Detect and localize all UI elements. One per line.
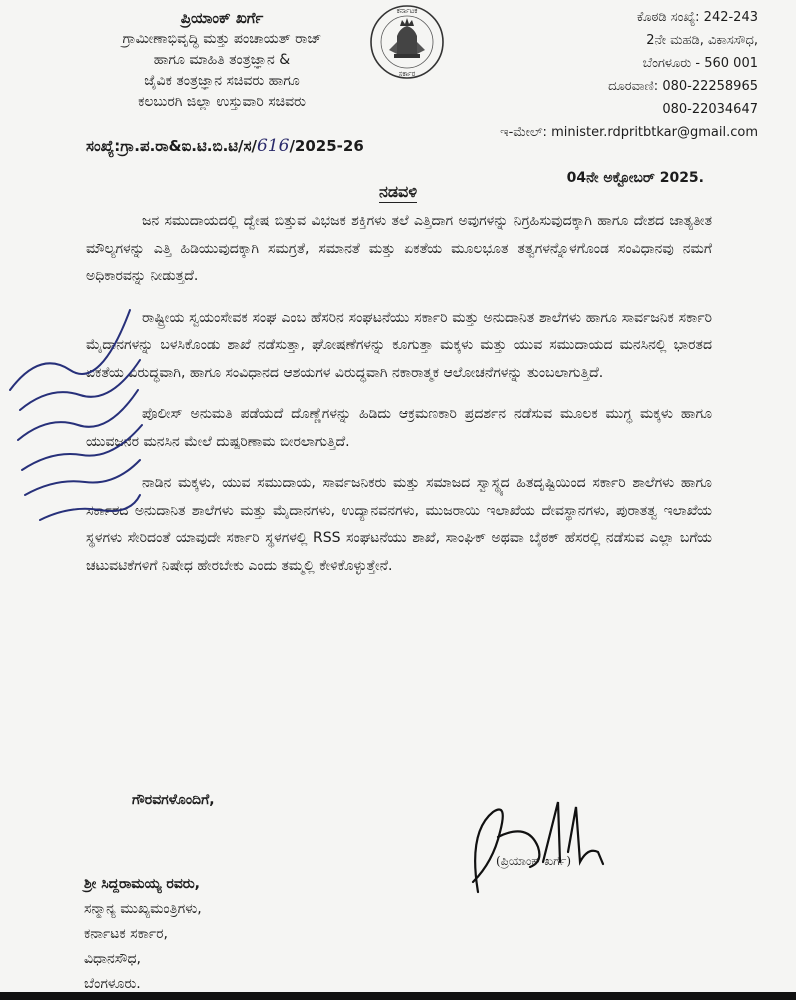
phone-number: ದೂರವಾಣಿ: 080-22258965 [608, 79, 758, 94]
body-paragraph: ಪೊಲೀಸ್ ಅನುಮತಿ ಪಡೆಯದೆ ದೊಣ್ಣೆಗಳನ್ನು ಹಿಡಿದು ಆಕ್ರಮಣಕಾರಿ ಪ್ರದರ್ಶನ ನಡೆಸುವ ಮೂಲಕ ಮುಗ್ಧ ಮಕ್ಕಳು ಹಾಗೂ ಯುವಜನರ ಮನಸಿನ ಮೇಲೆ ದುಷ್ಪರಿಣಾಮ ಬೀರಲಾಗುತ್ತಿದೆ. [86, 406, 712, 450]
bottom-bar [0, 992, 796, 1000]
handwritten-number: 616 [256, 136, 290, 156]
phone-number-alt: 080-22034647 [662, 102, 758, 117]
letter-date: 04ನೇ ಅಕ್ಟೋಬರ್ 2025. [566, 170, 704, 186]
reference-number: ಸಂಖ್ಯೆ:ಗ್ರಾ.ಪ.ರಾ&ಐ.ಟಿ.ಬಿ.ಟಿ/ಸ/616/2025-26 [86, 136, 364, 156]
recipient-line: ವಿಧಾನಸೌಧ, [84, 951, 141, 967]
body-paragraph: ನಾಡಿನ ಮಕ್ಕಳು, ಯುವ ಸಮುದಾಯ, ಸಾರ್ವಜನಿಕರು ಮತ್ತು ಸಮಾಜದ ಸ್ವಾಸ್ಥ್ಯದ ಹಿತದೃಷ್ಟಿಯಿಂದ ಸರ್ಕಾರಿ ಶಾಲೆಗಳು ಹಾಗೂ ಸರ್ಕಾರದ ಅನುದಾನಿತ ಶಾಲೆಗಳು ಮತ್ತು ಮೈದಾನಗಳು, ಉದ್ಯಾನವನಗಳು, ಮುಜರಾಯಿ ಇಲಾಖೆಯ ದೇವಸ್ಥಾನಗಳು, ಪುರಾತತ್ವ ಇಲಾಖೆಯ ಸ್ಥಳಗಳು ಸೇರಿದಂತೆ ಯಾವುದೇ ಸರ್ಕಾರಿ ಸ್ಥಳಗಳಲ್ಲಿ RSS ಸಂಘಟನೆಯು ಶಾಖೆ, ಸಾಂಘಿಕ್ ಅಥವಾ ಬೈಠಕ್ ಹೆಸರಲ್ಲಿ ನಡೆಸುವ ಎಲ್ಲಾ ಬಗೆಯ ಚಟುವಟಿಕೆಗಳಿಗೆ ನಿಷೇಧ ಹೇರಬೇಕು ಎಂದು ತಮ್ಮಲ್ಲಿ ಕೇಳಿಕೊಳ್ಳುತ್ತೇನೆ. [86, 475, 712, 574]
recipient-line: ಕರ್ನಾಟಕ ಸರ್ಕಾರ, [84, 926, 168, 942]
svg-text:ಸರ್ಕಾರ: ಸರ್ಕಾರ [398, 70, 416, 78]
recipient-line: ಸನ್ಮಾನ್ಯ ಮುಖ್ಯಮಂತ್ರಿಗಳು, [84, 901, 202, 917]
recipient-line: ಬೆಂಗಳೂರು. [84, 976, 141, 992]
handwritten-margin-note [0, 290, 150, 540]
recipient-block [84, 872, 202, 997]
room-number: ಕೊಠಡಿ ಸಂಖ್ಯೆ: 242-243 [636, 10, 758, 25]
address-city: ಬೆಂಗಳೂರು - 560 001 [642, 56, 758, 71]
svg-text:ಕರ್ನಾಟಕ: ಕರ್ನಾಟಕ [396, 7, 418, 15]
sender-title-line: ಜೈವಿಕ ತಂತ್ರಜ್ಞಾನ ಸಚಿವರು ಹಾಗೂ [144, 73, 300, 89]
contact-block [428, 6, 758, 144]
email-address: ಇ-ಮೇಲ್: minister.rdpritbtkar@gmail.com [500, 125, 758, 140]
sender-name: ಪ್ರಿಯಾಂಕ್ ಖರ್ಗೆ [180, 9, 264, 27]
signatory-name: (ಪ್ರಿಯಾಂಕ್ ಖರ್ಗೆ) [496, 854, 572, 868]
sender-title-line: ಕಲಬುರಗಿ ಜಿಲ್ಲಾ ಉಸ್ತುವಾರಿ ಸಚಿವರು [138, 94, 306, 110]
letter-body [86, 208, 712, 594]
signature [438, 792, 638, 902]
sender-title-line: ಗ್ರಾಮೀಣಾಭಿವೃದ್ಧಿ ಮತ್ತು ಪಂಚಾಯತ್ ರಾಜ್ [122, 31, 322, 47]
sender-title-line: ಹಾಗೂ ಮಾಹಿತಿ ತಂತ್ರಜ್ಞಾನ & [153, 52, 291, 68]
recipient-line: ಶ್ರೀ ಸಿದ್ದರಾಮಯ್ಯ ರವರು, [84, 876, 200, 892]
letter-heading: ನಡವಳಿ [378, 182, 418, 201]
closing-salutation: ಗೌರವಗಳೊಂದಿಗೆ, [132, 792, 215, 808]
address-floor: 2ನೇ ಮಹಡಿ, ವಿಕಾಸಸೌಧ, [646, 33, 758, 48]
body-paragraph: ಜನ ಸಮುದಾಯದಲ್ಲಿ ದ್ವೇಷ ಬಿತ್ತುವ ವಿಭಜಕ ಶಕ್ತಿಗಳು ತಲೆ ಎತ್ತಿದಾಗ ಅವುಗಳನ್ನು ನಿಗ್ರಹಿಸುವುದಕ್ಕಾಗಿ ಹಾಗೂ ದೇಶದ ಜಾತ್ಯತೀತ ಮೌಲ್ಯಗಳನ್ನು ಎತ್ತಿ ಹಿಡಿಯುವುದಕ್ಕಾಗಿ ಸಮಗ್ರತೆ, ಸಮಾನತೆ ಮತ್ತು ಏಕತೆಯ ಮೂಲಭೂತ ತತ್ವಗಳನ್ನೊಳಗೊಂಡ ಸಂವಿಧಾನವು ನಮಗೆ ಅಧಿಕಾರವನ್ನು ನೀಡುತ್ತದೆ. [86, 213, 712, 284]
body-paragraph: ರಾಷ್ಟ್ರೀಯ ಸ್ವಯಂಸೇವಕ ಸಂಘ ಎಂಬ ಹೆಸರಿನ ಸಂಘಟನೆಯು ಸರ್ಕಾರಿ ಮತ್ತು ಅನುದಾನಿತ ಶಾಲೆಗಳು ಹಾಗೂ ಸಾರ್ವಜನಿಕ ಸರ್ಕಾರಿ ಮೈದಾನಗಳನ್ನು ಬಳಸಿಕೊಂಡು ಶಾಖೆ ನಡೆಸುತ್ತಾ, ಘೋಷಣೆಗಳನ್ನು ಕೂಗುತ್ತಾ ಮಕ್ಕಳು ಮತ್ತು ಯುವ ಸಮುದಾಯದ ಮನಸಿನಲ್ಲಿ ಭಾರತದ ಏಕತೆಯ ವಿರುದ್ಧವಾಗಿ, ಹಾಗೂ ಸಂವಿಧಾನದ ಆಶಯಗಳ ವಿರುದ್ಧವಾಗಿ ನಕಾರಾತ್ಮಕ ಆಲೋಚನೆಗಳನ್ನು ತುಂಬಲಾಗುತ್ತಿದೆ. [86, 309, 712, 381]
sender-block [72, 8, 372, 113]
